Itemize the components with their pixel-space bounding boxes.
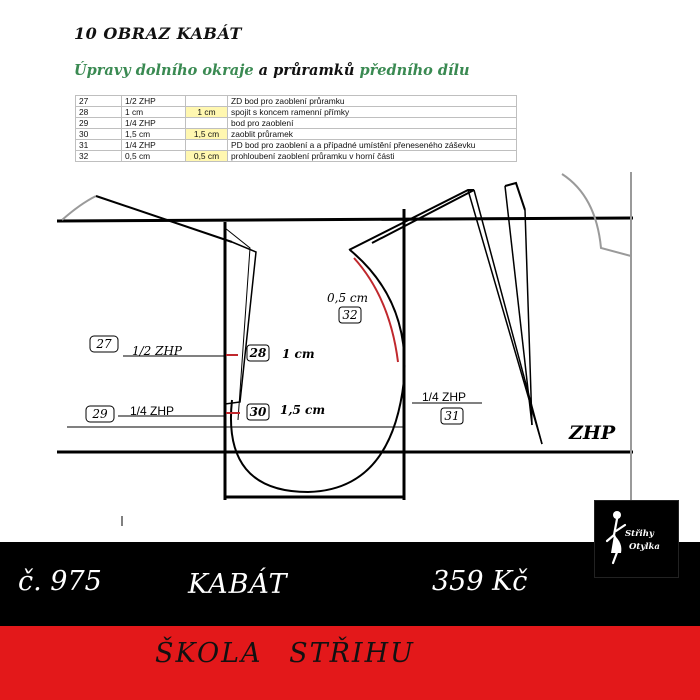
text-29: 1/4 ZHP bbox=[130, 404, 175, 418]
step-measure: 1 cm bbox=[122, 107, 186, 118]
step-number: 29 bbox=[76, 118, 122, 129]
step-measure: 0,5 cm bbox=[122, 151, 186, 162]
product-price: 359 Kč bbox=[432, 566, 528, 597]
step-text: PD bod pro zaoblení a a případné umístění přeneseného záševku bbox=[228, 140, 517, 151]
zhp-label: ZHP bbox=[569, 422, 616, 444]
subtitle-part-2: a průramků bbox=[258, 62, 355, 79]
step-value: 1,5 cm bbox=[186, 129, 228, 140]
step-value: 0,5 cm bbox=[186, 151, 228, 162]
step-measure: 1,5 cm bbox=[122, 129, 186, 140]
label-32: 32 bbox=[342, 308, 358, 322]
step-measure: 1/4 ZHP bbox=[122, 140, 186, 151]
top-construction-line bbox=[57, 218, 633, 221]
step-text: ZD bod pro zaoblení průramku bbox=[228, 96, 517, 107]
step-text: bod pro zaoblení bbox=[228, 118, 517, 129]
front-armhole-outline bbox=[225, 228, 250, 420]
side-seam-curve bbox=[562, 174, 631, 256]
step-text: prohloubení zaoblení průramku v horní části bbox=[228, 151, 517, 162]
text-30: 1,5 cm bbox=[280, 403, 326, 417]
product-name: KABÁT bbox=[188, 569, 288, 600]
text-31: 1/4 ZHP bbox=[422, 390, 467, 404]
step-number: 28 bbox=[76, 107, 122, 118]
back-shoulder-curve bbox=[62, 196, 96, 220]
step-number: 27 bbox=[76, 96, 122, 107]
catalog-number: č. 975 bbox=[18, 566, 102, 597]
step-text: spojit s koncem ramenní přímky bbox=[228, 107, 517, 118]
subtitle-part-3: předního dílu bbox=[359, 62, 470, 79]
logo-text-1: Střihy bbox=[625, 529, 654, 539]
step-value: 1 cm bbox=[186, 107, 228, 118]
step-text: zaoblit průramek bbox=[228, 129, 517, 140]
school-title: ŠKOLA STŘIHU bbox=[155, 638, 415, 669]
step-measure: 1/2 ZHP bbox=[122, 96, 186, 107]
step-number: 32 bbox=[76, 151, 122, 162]
step-number: 31 bbox=[76, 140, 122, 151]
label-28: 28 bbox=[249, 346, 267, 360]
figure-icon bbox=[595, 501, 678, 577]
text-27: 1/2 ZHP bbox=[132, 344, 183, 358]
page-title: 10 OBRAZ KABÁT bbox=[74, 24, 242, 43]
label-29: 29 bbox=[92, 407, 108, 421]
text-28: 1 cm bbox=[282, 347, 315, 361]
text-32: 0,5 cm bbox=[327, 291, 368, 305]
logo-text-2: Otylka bbox=[629, 542, 660, 552]
armhole-curve bbox=[231, 250, 405, 492]
brand-logo bbox=[594, 500, 679, 578]
step-measure: 1/4 ZHP bbox=[122, 118, 186, 129]
step-number: 30 bbox=[76, 129, 122, 140]
label-27: 27 bbox=[96, 337, 112, 351]
subtitle-part-1: Úpravy dolního okraje bbox=[74, 62, 254, 79]
label-30: 30 bbox=[249, 405, 267, 419]
label-31: 31 bbox=[444, 409, 460, 423]
